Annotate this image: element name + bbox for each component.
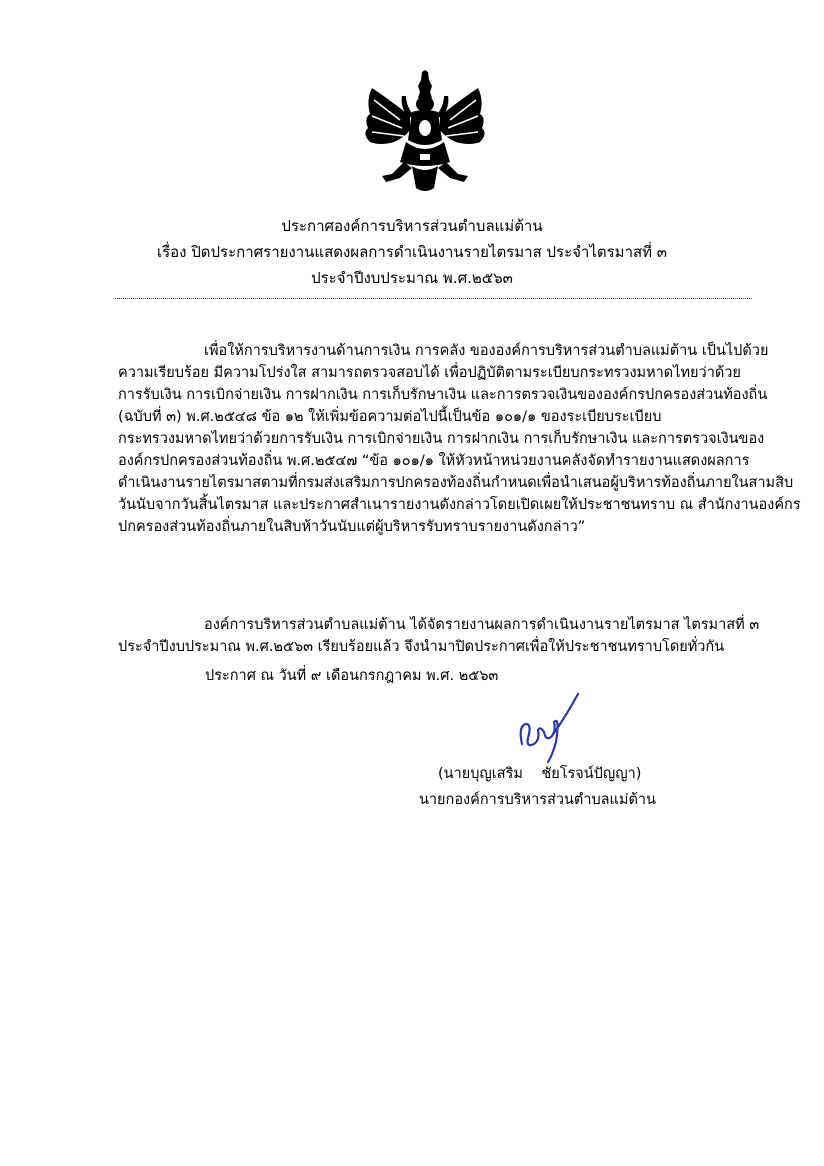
header-subject: เรื่อง ปิดประกาศรายงานแสดงผลการดำเนินงานรายไตรมาส ประจำไตรมาสที่ ๓	[156, 243, 668, 261]
paragraph-line: ดำเนินงานรายไตรมาสตามที่กรมส่งเสริมการปกครองท้องถิ่นกำหนดเพื่อนำเสนอผู้บริหารท้องถิ่นภายในสามสิบ	[118, 475, 794, 491]
paragraph-line: องค์กรปกครองส่วนท้องถิ่น พ.ศ.๒๕๔๗ “ข้อ ๑๐๑/๑ ให้หัวหน้าหน่วยงานคลังจัดทำรายงานแสดงผลการ	[118, 453, 750, 469]
body-paragraph-1	[118, 340, 801, 538]
paragraph-line: ปกครองส่วนท้องถิ่นภายในสิบห้าวันนับแต่ผู้บริหารรับทราบรายงานดังกล่าว”	[118, 519, 586, 535]
garuda-emblem-icon	[360, 70, 490, 200]
announce-date: ประกาศ ณ วันที่ ๙ เดือนกรกฎาคม พ.ศ. ๒๕๖๓	[205, 668, 499, 684]
signer-name: (นายบุญเสริม ชัยโรจน์ปัญญา)	[438, 766, 642, 782]
paragraph-line: เพื่อให้การบริหารงานด้านการเงิน การคลัง ขององค์การบริหารส่วนตำบลแม่ต้าน เป็นไปด้วย	[204, 343, 769, 359]
paragraph-line: (ฉบับที่ ๓) พ.ศ.๒๕๔๘ ข้อ ๑๒ ให้เพิ่มข้อความต่อไปนี้เป็นข้อ ๑๐๑/๑ ของระเบียบระเบียบ	[118, 409, 662, 425]
paragraph-line: องค์การบริหารส่วนตำบลแม่ต้าน ได้จัดรายงานผลการดำเนินงานรายไตรมาส ไตรมาสที่ ๓	[204, 617, 760, 633]
body-paragraph-2	[118, 614, 758, 658]
paragraph-line: ความเรียบร้อย มีความโปร่งใส สามารถตรวจสอบได้ เพื่อปฏิบัติตามระเบียบกระทรวงมหาดไทยว่าด้วย	[118, 365, 741, 381]
header-fiscal-year: ประจำปีงบประมาณ พ.ศ.๒๕๖๓	[311, 269, 513, 287]
handwritten-signature	[512, 686, 592, 766]
header-title: ประกาศองค์การบริหารส่วนตำบลแม่ต้าน	[281, 217, 543, 235]
paragraph-line: วันนับจากวันสิ้นไตรมาส และประกาศสำเนารายงานดังกล่าวโดยเปิดเผยให้ประชาชนทราบ ณ สำนักงานองค์กร	[118, 497, 801, 513]
paragraph-line: ประจำปีงบประมาณ พ.ศ.๒๕๖๓ เรียบร้อยแล้ว จึงนำมาปิดประกาศเพื่อให้ประชาชนทราบโดยทั่วกัน	[118, 639, 725, 655]
dotted-separator	[115, 298, 752, 299]
paragraph-line: การรับเงิน การเบิกจ่ายเงิน การฝากเงิน การเก็บรักษาเงิน และการตรวจเงินขององค์กรปกครองส่วนท้องถิ่น	[118, 387, 768, 403]
signer-title: นายกองค์การบริหารส่วนตำบลแม่ต้าน	[419, 792, 656, 808]
paragraph-line: กระทรวงมหาดไทยว่าด้วยการรับเงิน การเบิกจ่ายเงิน การฝากเงิน การเก็บรักษาเงิน และการตรวจเงินของ	[118, 431, 765, 447]
